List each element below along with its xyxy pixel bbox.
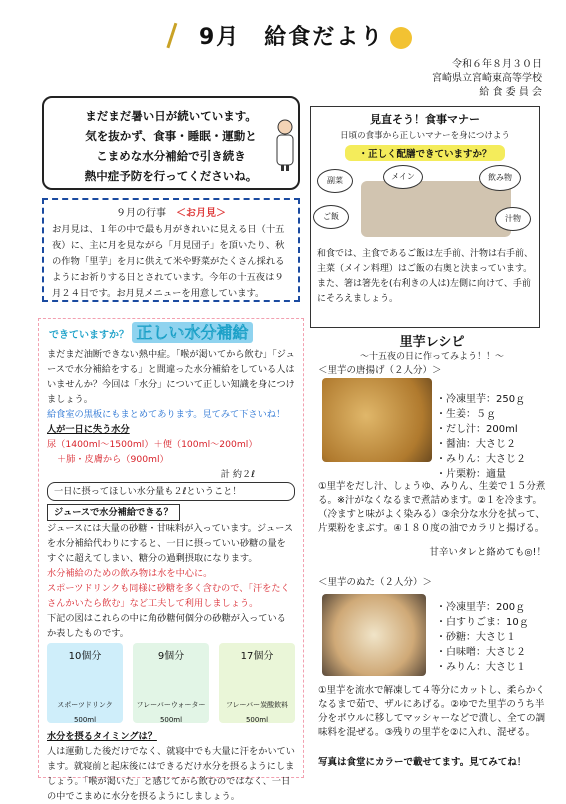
label-soup: 汁物 xyxy=(495,207,531,231)
recipe2-steps: ①里芋を流水で解凍して４等分にカットし、柔らかくなるまで茹で、ザルにあげる。②ゆでた里芋のうち半分をボウルに移してマッシャーなどで潰し、全ての調味料を混ぜる。③残りの里芋を②に入れ、混ぜる。 xyxy=(318,685,546,738)
water-loss-line2: ＋肺・皮膚から（900ml） xyxy=(57,454,169,465)
water-center-note: 水分補給のための飲み物は水を中心に。 xyxy=(47,568,213,579)
board-note: 給食室の黒板にもまとめてあります。見てみて下さいね！ xyxy=(47,409,286,420)
juice-heading: ジュースで水分補給できる？ xyxy=(47,504,180,521)
taro-recipe-section xyxy=(318,332,546,782)
nuta-photo xyxy=(322,594,426,676)
label-main-dish: メイン xyxy=(383,165,423,189)
timing-text: 人は運動した後だけでなく、就寝中でも大量に汗をかいています。就寝前と起床後にはできるだけ水分を摂るようにしましょう。「喉が渇いた」と感じてから飲むのではなく、一日の中でこまめに水分を摂るようにしましょう。 xyxy=(47,746,295,802)
recipe1-tip: 甘辛いタレと絡めても◎!！ xyxy=(429,547,546,558)
school-name: 宮崎県立宮崎東高等学校 xyxy=(432,73,542,84)
label-drink: 飲み物 xyxy=(479,165,521,191)
water-loss-line1: 尿（1400ml〜1500ml）＋便（100ml〜200ml） xyxy=(47,439,258,450)
recipe-subtitle: 〜十五夜の日に作ってみよう！！〜 xyxy=(359,352,504,362)
issue-date: 令和６年８月３０日 xyxy=(452,59,542,70)
intro-line: こまめな水分補給で引き続き xyxy=(96,149,246,163)
manner-subheading: 日頃の食事から正しいマナーを身につけよう xyxy=(340,131,510,141)
newsletter-title: 9月 給食だより xyxy=(170,20,430,60)
moon-icon xyxy=(390,27,412,49)
sports-drink-note: スポーツドリンクも同様に砂糖を多く含むので、「汗をたくさんかいたら飲む」など工夫して利用しましょう。 xyxy=(47,583,290,609)
meal-tray-illustration xyxy=(361,181,511,237)
recipe-title: 里芋レシピ xyxy=(399,335,465,350)
intro-line: 気を抜かず、食事・睡眠・運動と xyxy=(85,129,257,143)
issuer-block xyxy=(432,58,542,100)
recipe2-ingredients: ・冷凍里芋：200ｇ ・白すりごま：10ｇ ・砂糖：大さじ１ ・白味噌：大さじ２ ・みりん：大さじ１ xyxy=(436,602,529,673)
label-rice: ご飯 xyxy=(313,205,349,229)
water-loss-total: 計 約２ℓ xyxy=(220,469,255,480)
hydration-heading: できていますか？ 正しい水分補給 xyxy=(49,325,303,343)
hydration-intro: まだまだ油断できない熱中症。「喉が渇いてから飲む」「ジュースで水分補給をする」と間違った水分補給をしている人はいませんか？今回は「水分」について正しい知識を身につけましょう。 xyxy=(47,349,295,405)
sugar-figure-note: 下記の図はこれらの中に角砂糖何個分の砂糖が入っているか表したものです。 xyxy=(47,613,286,639)
hydration-section xyxy=(38,318,304,802)
sugar-bottle-figure xyxy=(47,643,295,729)
committee-name: 給 食 委 員 会 xyxy=(479,87,542,98)
flavored-water-bottle: 9個分 フレーバーウォーター 500ml xyxy=(133,643,209,723)
soda-bottle: 17個分 フレーバー炭酸飲料 500ml xyxy=(219,643,295,723)
water-loss-heading: 人が一日に失う水分 xyxy=(47,424,130,435)
recipe1-name: ＜里芋の唐揚げ（２人分）＞ xyxy=(318,365,442,376)
timing-heading: 水分を摂るタイミングは？ xyxy=(47,731,157,742)
recipe2-name: ＜里芋のぬた（２人分）＞ xyxy=(318,577,433,588)
meal-manner-panel xyxy=(310,106,540,328)
manner-question: ・正しく配膳できていますか？ xyxy=(345,145,505,161)
intro-message-box xyxy=(42,96,300,190)
rice-plant-icon xyxy=(166,23,192,54)
recipe1-ingredients: ・冷凍里芋：250ｇ ・生姜：５ｇ ・だし汁：200ml ・醤油：大さじ２ ・みりん：大さじ２ ・片栗粉：適量 xyxy=(436,394,526,480)
event-body: お月見は、１年の中で最も月がきれいに見える日（十五夜）に、主に月を見ながら「月見団子」を頂いたり、秋の作物「里芋」を月に供えて米や野菜がたくさん採れるようにお祈りする日とされています。今年の十五夜は９月２４日です。お月見メニューを用意しています。 xyxy=(52,224,285,299)
event-heading: ９月の行事 ＜お月見＞ xyxy=(116,208,226,219)
nurse-illustration xyxy=(272,118,298,172)
sports-drink-bottle: 10個分 スポーツドリンク 500ml xyxy=(47,643,123,723)
daily-intake-note: 一日に摂ってほしい水分量も２ℓということ！ xyxy=(47,482,295,501)
intro-line: 熱中症予防を行ってくださいね。 xyxy=(84,169,258,183)
label-side-dish: 副菜 xyxy=(317,169,353,193)
monthly-event-box xyxy=(42,198,300,302)
karaage-photo xyxy=(322,378,432,462)
juice-text: ジュースには大量の砂糖・甘味料が入っています。ジュースを水分補給代わりにすると、一日に摂っていい砂糖の量をすぐに超えてしまい、糖分の過剰摂取になります。 xyxy=(47,523,294,564)
intro-line: まだまだ暑い日が続いています。 xyxy=(85,109,257,123)
manner-heading: 見直そう！食事マナー xyxy=(370,113,480,126)
recipe-footer: 写真は食堂にカラーで載せてます。見てみてね！ xyxy=(318,757,527,768)
manner-text: 和食では、主食であるご飯は左手前、汁物は右手前、主菜（メイン料理）はご飯の右奥と決まっています。また、箸は箸先を(右利きの人は)左側に向けて、手前にそろえましょう。 xyxy=(317,249,534,304)
recipe1-steps: ①里芋をだし汁、しょうゆ、みりん、生姜で１５分煮る。※汁がなくなるまで煮詰めます。②１を冷ます。（冷ますと味がよく染みる）③余分な水分を拭って、片栗粉をまぶす。④１８０度の油でカラリと揚げる。 xyxy=(318,481,546,534)
